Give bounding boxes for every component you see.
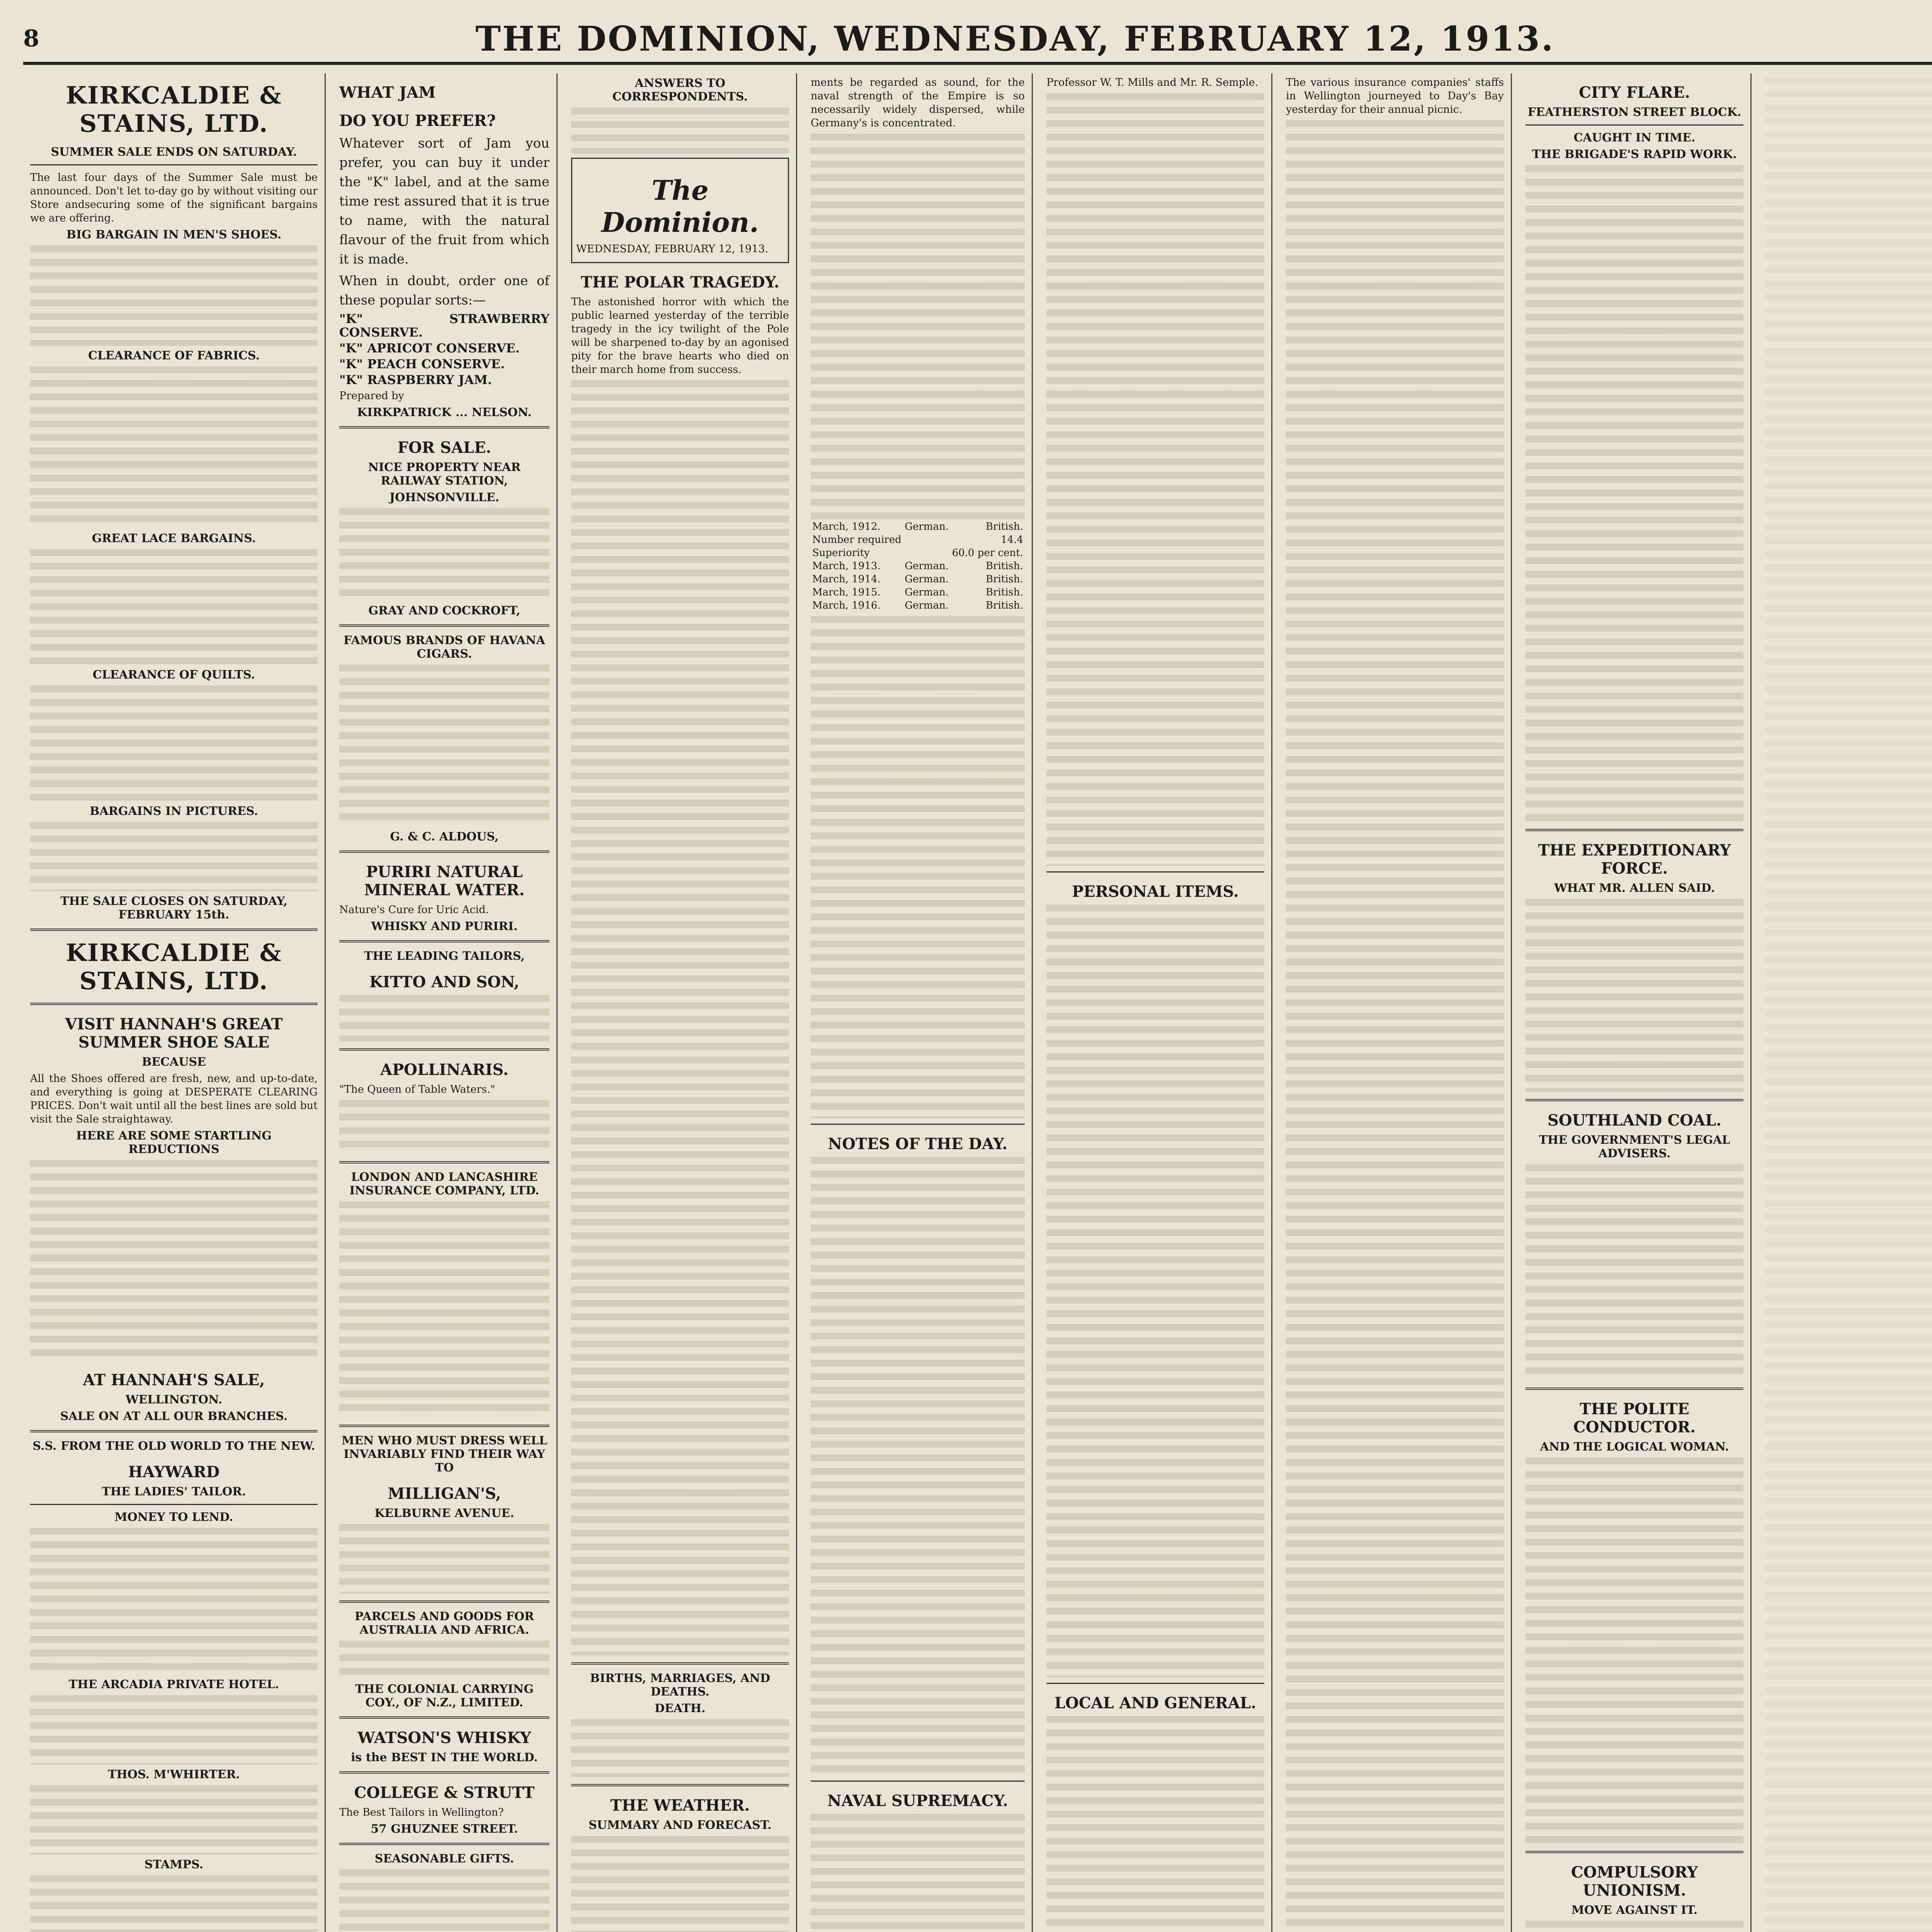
ad-tailor: THE LADIES' TAILOR. — [102, 1485, 246, 1498]
ad-ss-title: S.S. FROM THE OLD WORLD TO THE NEW. — [32, 1439, 315, 1453]
ad-hayward: HAYWARD — [128, 1463, 220, 1481]
caught-title: CAUGHT IN TIME. — [1573, 131, 1696, 145]
ad-money-title: MONEY TO LEND. — [114, 1510, 233, 1524]
unionism-sub: MOVE AGAINST IT. — [1571, 1903, 1698, 1917]
naval-table — [811, 520, 1025, 612]
column-8 — [1758, 73, 1932, 1932]
table-row: March, 1914. German. British. — [812, 573, 1023, 585]
table-row: Number required 14.4 — [812, 534, 1023, 546]
ad-hannah-town: WELLINGTON. — [125, 1393, 223, 1406]
naval-title: NAVAL SUPREMACY. — [827, 1792, 1008, 1810]
ad-apollinaris-title: APOLLINARIS. — [380, 1061, 509, 1079]
article-continuation: The various insurance companies' staffs in Wellington journeyed to Day's Bay yesterday for their annual picnic. — [1286, 77, 1504, 116]
ad-hannah-body: All the Shoes offered are fresh, new, and up-to-date, and everything is going at DESPERATE CLEARING PRICES. Don't wait until all the best lines are sold but visit the Sale straightaway. — [30, 1073, 318, 1125]
ad-jam-body2: When in doubt, order one of these popular sorts:— — [339, 273, 549, 308]
table-row: March, 1916. German. British. — [812, 600, 1023, 611]
ad-milligan-place: KELBURNE AVENUE. — [374, 1507, 514, 1520]
ad-footer: THE SALE CLOSES ON SATURDAY, FEBRUARY 15th. — [60, 895, 287, 922]
notes-title: NOTES OF THE DAY. — [828, 1135, 1008, 1153]
personal-title: PERSONAL ITEMS. — [1072, 883, 1239, 901]
ad-hannah-branches: SALE ON AT ALL OUR BRANCHES. — [60, 1410, 288, 1423]
table-row: Superiority 60.0 per cent. — [812, 547, 1023, 559]
ad-watson-sub: is the BEST IN THE WORLD. — [351, 1751, 538, 1764]
ad-jam-prepared: Prepared by — [339, 390, 404, 402]
ad-hannah-because: BECAUSE — [141, 1055, 206, 1069]
ad-kirkcaldie-title: KIRKCALDIE & STAINS, LTD. — [66, 81, 282, 138]
ad-forsale-title: FOR SALE. — [397, 439, 492, 457]
ad-heading: BIG BARGAIN IN MEN'S SHOES. — [66, 228, 282, 242]
ad-parcels-name: THE COLONIAL CARRYING COY., OF N.Z., LIMITED. — [355, 1682, 534, 1709]
lead-article-body: The astonished horror with which the public learned yesterday of the terrible tragedy in the icy twilight of the Pole will be sharpened to-day by an agonised pity for the brave hearts who died on their march home from success. — [571, 296, 789, 376]
ad-stamps-title: STAMPS. — [144, 1858, 204, 1871]
ad-puriri-sub: Nature's Cure for Uric Acid. — [339, 904, 489, 916]
ad-jam-line1: WHAT JAM — [339, 83, 436, 102]
ad-cigars-title: FAMOUS BRANDS OF HAVANA CIGARS. — [344, 634, 545, 661]
unionism-title: COMPULSORY UNIONISM. — [1571, 1863, 1698, 1900]
ad-tailors-name: KITTO AND SON, — [369, 973, 520, 991]
ad-hannah-list-header: HERE ARE SOME STARTLING REDUCTIONS — [76, 1129, 272, 1156]
column-3 — [564, 73, 797, 1932]
ad-hannah-footer: AT HANNAH'S SALE, — [83, 1371, 265, 1389]
coal-sub: THE GOVERNMENT'S LEGAL ADVISERS. — [1539, 1133, 1730, 1160]
expedition-title: THE EXPEDITIONARY FORCE. — [1538, 841, 1731, 878]
ad-watson-title: WATSON'S WHISKY — [357, 1729, 531, 1747]
ad-heading: GREAT LACE BARGAINS. — [92, 532, 256, 545]
ad-forsale-place: JOHNSONVILLE. — [389, 491, 500, 504]
ad-college-addr: 57 GHUZNEE STREET. — [371, 1822, 518, 1836]
article-continuation: ments be regarded as sound, for the naval strength of the Empire is so necessarily widely dispersed, while Germany's is concentrated. — [811, 77, 1025, 129]
dateline: WEDNESDAY, FEBRUARY 12, 1913. — [576, 243, 769, 255]
jam-item: "K" RASPBERRY JAM. — [339, 372, 492, 387]
weather-title: THE WEATHER. — [610, 1796, 750, 1815]
cityflare-title: CITY FLARE. — [1578, 83, 1690, 102]
column-7 — [1519, 73, 1752, 1932]
masthead — [23, 15, 1932, 65]
article-continuation: Professor W. T. Mills and Mr. R. Semple. — [1046, 77, 1259, 88]
local-title: LOCAL AND GENERAL. — [1054, 1694, 1257, 1712]
ad-arcadia-title: THE ARCADIA PRIVATE HOTEL. — [68, 1678, 279, 1691]
conductor-title: THE POLITE CONDUCTOR. — [1573, 1400, 1696, 1436]
ad-heading: BARGAINS IN PICTURES. — [90, 804, 258, 818]
coal-title: SOUTHLAND COAL. — [1547, 1111, 1722, 1129]
conductor-sub: AND THE LOGICAL WOMAN. — [1540, 1440, 1729, 1454]
ad-kirkcaldie-subtitle: SUMMER SALE ENDS ON SATURDAY. — [51, 145, 297, 159]
ad-milligan-name: MILLIGAN'S, — [388, 1485, 501, 1503]
ad-forsale-agent: GRAY AND COCKROFT, — [368, 604, 520, 617]
column-4 — [804, 73, 1033, 1932]
brigade-title: THE BRIGADE'S RAPID WORK. — [1532, 148, 1737, 161]
ad-jam-line2: DO YOU PREFER? — [339, 112, 496, 130]
jam-item: "K" APRICOT CONSERVE. — [339, 341, 520, 355]
expedition-sub: WHAT MR. ALLEN SAID. — [1554, 881, 1715, 895]
cityflare-sub: FEATHERSTON STREET BLOCK. — [1527, 105, 1742, 119]
ad-heading: CLEARANCE OF FABRICS. — [88, 349, 260, 362]
answers-title: ANSWERS TO CORRESPONDENTS. — [612, 77, 748, 104]
ad-apollinaris-sub: "The Queen of Table Waters." — [339, 1083, 495, 1095]
table-row: March, 1915. German. British. — [812, 587, 1023, 598]
ad-college-sub: The Best Tailors in Wellington? — [339, 1806, 504, 1818]
ad-kirkcaldie-title-2: KIRKCALDIE & STAINS, LTD. — [66, 939, 282, 995]
ad-gifts-title: SEASONABLE GIFTS. — [374, 1852, 514, 1866]
ad-cigars-agent: G. & C. ALDOUS, — [390, 830, 499, 844]
ad-milligan-title: MEN WHO MUST DRESS WELL INVARIABLY FIND THEIR WAY TO — [341, 1434, 548, 1475]
ad-puriri-title: PURIRI NATURAL MINERAL WATER. — [364, 863, 525, 899]
ad-mwhirter-title: THOS. M'WHIRTER. — [108, 1768, 240, 1781]
ad-forsale-sub: NICE PROPERTY NEAR RAILWAY STATION, — [368, 461, 521, 488]
ad-insurance-title: LONDON AND LANCASHIRE INSURANCE COMPANY, LTD. — [349, 1170, 539, 1197]
weather-sub: SUMMARY AND FORECAST. — [588, 1818, 772, 1832]
column-2 — [332, 73, 558, 1932]
ad-kirkcaldie-intro: The last four days of the Summer Sale must be announced. Don't let to-day go by without visiting our Store andsecuring some of the significant bargains we are offering. — [30, 172, 318, 224]
column-1 — [23, 73, 326, 1932]
ad-jam-body: Whatever sort of Jam you prefer, you can buy it under the "K" label, and at the same time rest assured that it is true to name, with the natural flavour of the fruit from which it is made. — [339, 136, 549, 267]
jam-item: "K" PEACH CONSERVE. — [339, 357, 505, 371]
ad-heading: CLEARANCE OF QUILTS. — [92, 668, 255, 682]
ad-hannah-title: VISIT HANNAH'S GREAT SUMMER SHOE SALE — [65, 1015, 283, 1051]
ad-jam-maker: KIRKPATRICK ... NELSON. — [357, 406, 532, 419]
column-6 — [1279, 73, 1512, 1932]
births-title: BIRTHS, MARRIAGES, AND DEATHS. — [590, 1672, 770, 1699]
ad-parcels-title: PARCELS AND GOODS FOR AUSTRALIA AND AFRICA. — [354, 1610, 534, 1637]
table-row: March, 1913. German. British. — [812, 560, 1023, 572]
column-5 — [1039, 73, 1272, 1932]
death-title: DEATH. — [655, 1702, 706, 1715]
lead-article-title: THE POLAR TRAGEDY. — [581, 273, 779, 291]
ad-puriri-line: WHISKY AND PURIRI. — [371, 920, 518, 933]
jam-item: "K" STRAWBERRY CONSERVE. — [339, 311, 549, 340]
table-row: March, 1912. German. British. — [812, 521, 1023, 532]
ad-college-title: COLLEGE & STRUTT — [354, 1784, 535, 1802]
page-number: 8 — [23, 25, 39, 52]
page-title: THE DOMINION, WEDNESDAY, FEBRUARY 12, 1913. — [475, 19, 1555, 59]
ad-tailors-title: THE LEADING TAILORS, — [364, 949, 525, 963]
paper-name: The Dominion. — [601, 174, 759, 238]
